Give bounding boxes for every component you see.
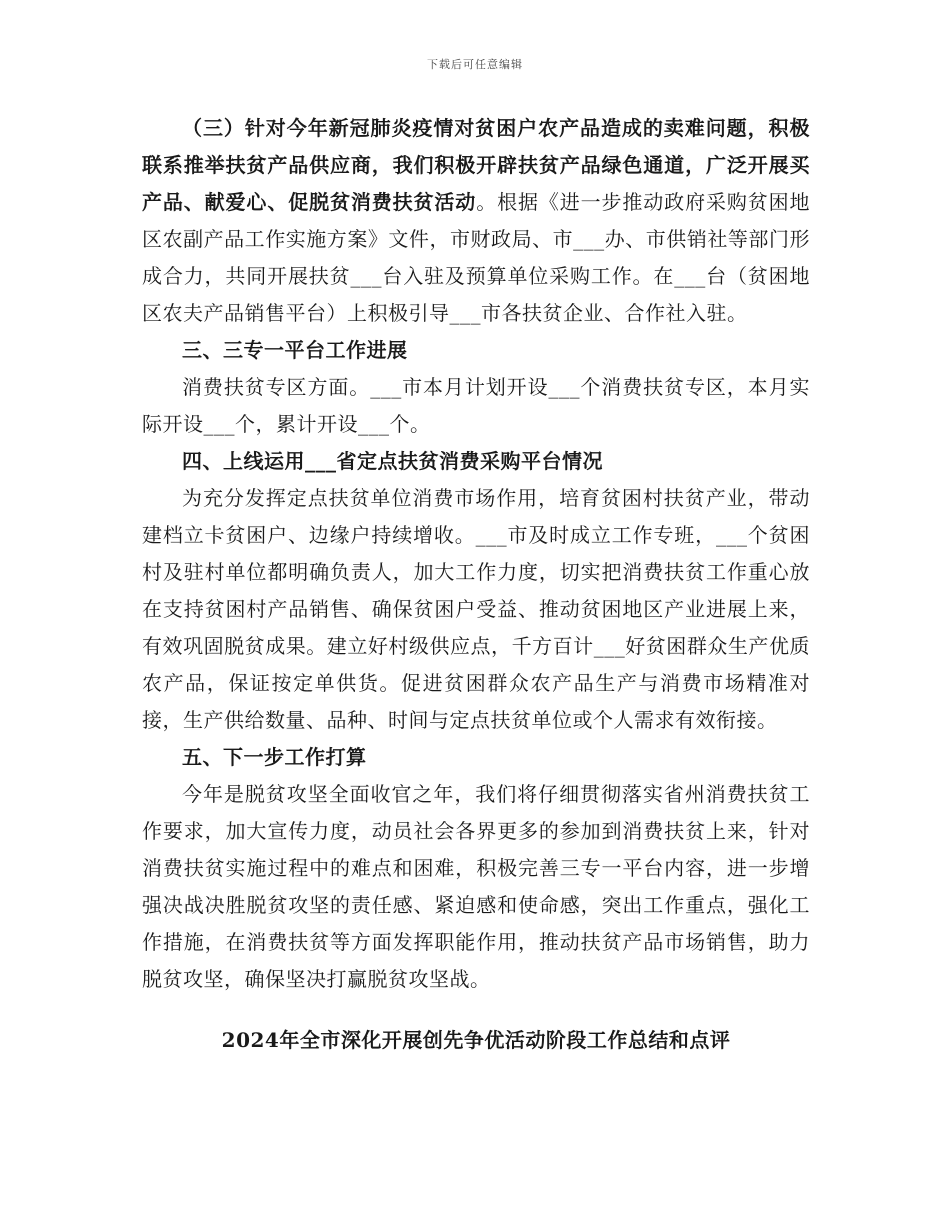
section-heading-4: 四、上线运用___省定点扶贫消费采购平台情况 xyxy=(182,449,603,473)
paragraph-platform-usage: 为充分发挥定点扶贫单位消费市场作用，培育贫困村扶贫产业，带动建档立卡贫困户、边缘户持续增收。___市及时成立工作专班，___个贫困村及驻村单位都明确负责人，加大工作力度，切实把消费扶贫工作重心放在支持贫困村产品销售、确保贫困户受益、推动贫困地区产业进展上来，有效巩固脱贫成果。建立好村级供应点，千方百计___好贫困群众生产优质农产品，保证按定单供货。促进贫困群众农产品生产与消费市场精准对接，生产供给数量、品种、时间与定点扶贫单位或个人需求有效衔接。 xyxy=(142,486,810,732)
section-heading-5: 五、下一步工作打算 xyxy=(182,745,367,769)
document-body xyxy=(142,110,810,1059)
next-document-title: 2024年全市深化开展创先争优活动阶段工作总结和点评 xyxy=(221,1028,731,1052)
paragraph-procurement-lead: （三）针对今年新冠肺炎疫情对贫困户农产品造成的卖难问题，积极联系推举扶贫产品供应商，我们积极开辟扶贫产品绿色通道，广泛开展买产品、献爱心、促脱贫消费扶贫活动 xyxy=(142,116,810,214)
paragraph-procurement-text: 。根据《进一步推动政府采购贫困地区农副产品工作实施方案》文件，市财政局、市___办、市供销社等部门形成合力，共同开展扶贫___台入驻及预算单位采购工作。在___台（贫困地区农夫产品销售平台）上积极引导___市各扶贫企业、合作社入驻。 xyxy=(142,190,811,325)
section-heading-3: 三、三专一平台工作进展 xyxy=(182,338,408,362)
paragraph-special-zone: 消费扶贫专区方面。___市本月计划开设___个消费扶贫专区，本月实际开设___个，累计开设___个。 xyxy=(142,375,810,436)
paragraph-next-steps: 今年是脱贫攻坚全面收官之年，我们将仔细贯彻落实省州消费扶贫工作要求，加大宣传力度，动员社会各界更多的参加到消费扶贫上来，针对消费扶贫实施过程中的难点和困难，积极完善三专一平台内容，进一步增强决战决胜脱贫攻坚的责任感、紧迫感和使命感，突出工作重点，强化工作措施，在消费扶贫等方面发挥职能作用，推动扶贫产品市场销售，助力脱贫攻坚，确保坚决打赢脱贫攻坚战。 xyxy=(142,782,810,991)
paragraph-procurement xyxy=(142,110,810,332)
page-header-note: 下载后可任意编辑 xyxy=(427,58,523,71)
